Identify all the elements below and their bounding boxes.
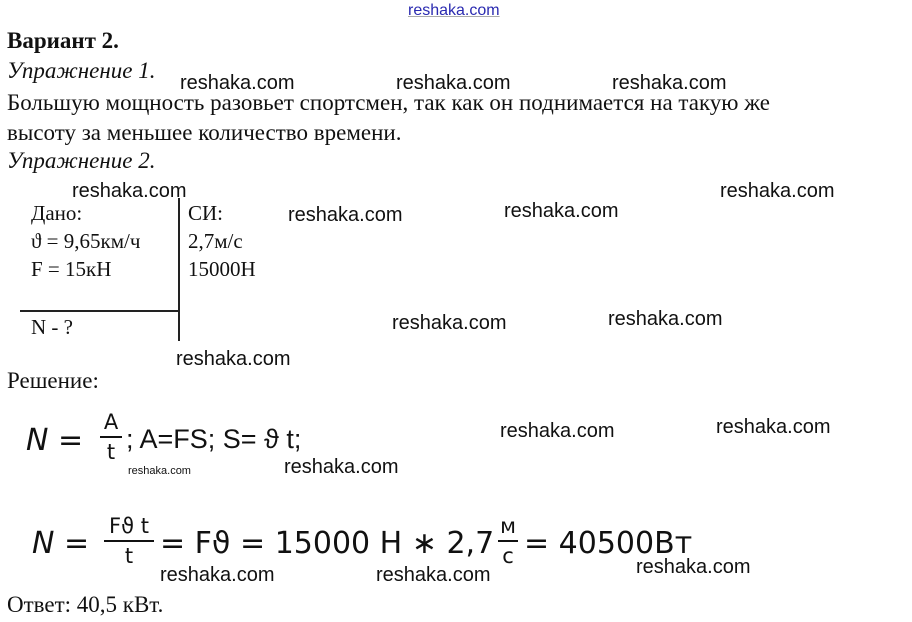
formula1-numerator: A [103, 410, 119, 434]
watermark: reshaka.com [612, 72, 727, 94]
formula2-fraction-bar [104, 540, 154, 542]
si-force: 15000Н [188, 257, 256, 281]
answer-text: Ответ: 40,5 кВт. [7, 592, 164, 617]
formula1-rest: ; A=FS; S= ϑ t; [126, 424, 302, 454]
exercise1-text-line2: высоту за меньшее количество времени. [7, 120, 402, 145]
exercise2-label: Упражнение 2. [7, 148, 156, 173]
find-quantity: N - ? [31, 315, 73, 339]
formula1-denominator: t [106, 440, 116, 464]
formula2-numerator: Fϑ t [109, 514, 149, 538]
given-header: Дано: [31, 201, 83, 225]
watermark: reshaka.com [500, 420, 615, 442]
watermark: reshaka.com [636, 556, 751, 578]
formula2-fraction [104, 514, 154, 568]
formula1-fraction-bar [100, 436, 122, 438]
formula1-lhs: N = [26, 423, 84, 458]
watermark: reshaka.com [608, 308, 723, 330]
formula2-unit-bar [498, 540, 518, 542]
solution-label: Решение: [7, 368, 99, 393]
given-force: F = 15кН [31, 257, 112, 281]
formula2-denominator: t [124, 544, 134, 568]
watermark: reshaka.com [284, 456, 399, 478]
watermark: reshaka.com [504, 200, 619, 222]
watermark: reshaka.com [180, 72, 295, 94]
watermark: reshaka.com [392, 312, 507, 334]
formula2-result: = 40500Вт [524, 526, 693, 561]
formula1-fraction [100, 410, 122, 464]
watermark: reshaka.com [376, 564, 491, 586]
watermark: reshaka.com [176, 348, 291, 370]
watermark: reshaka.com [160, 564, 275, 586]
formula2-unit-fraction [498, 514, 518, 568]
given-horizontal-divider [20, 310, 178, 312]
given-velocity: ϑ = 9,65км/ч [31, 229, 141, 253]
exercise1-text-line1: Большую мощность разовьет спортсмен, так как он поднимается на такую же [7, 90, 771, 115]
formula2-unit-numerator: м [500, 514, 516, 538]
formula2-lhs: N = [32, 526, 90, 561]
formula2-middle: = Fϑ = 15000 Н ∗ 2,7 [160, 526, 495, 561]
small-watermark: reshaka.com [128, 465, 191, 477]
watermark: reshaka.com [716, 416, 831, 438]
si-velocity: 2,7м/с [188, 229, 243, 253]
watermark: reshaka.com [396, 72, 511, 94]
formula2-unit-denominator: с [502, 544, 514, 568]
top-watermark[interactable]: reshaka.com [408, 2, 500, 19]
watermark: reshaka.com [720, 180, 835, 202]
si-header: СИ: [188, 201, 224, 225]
exercise1-label: Упражнение 1. [7, 58, 156, 83]
watermark: reshaka.com [288, 204, 403, 226]
watermark: reshaka.com [72, 180, 187, 202]
given-vertical-divider [178, 198, 180, 341]
variant-title: Вариант 2. [7, 28, 119, 53]
